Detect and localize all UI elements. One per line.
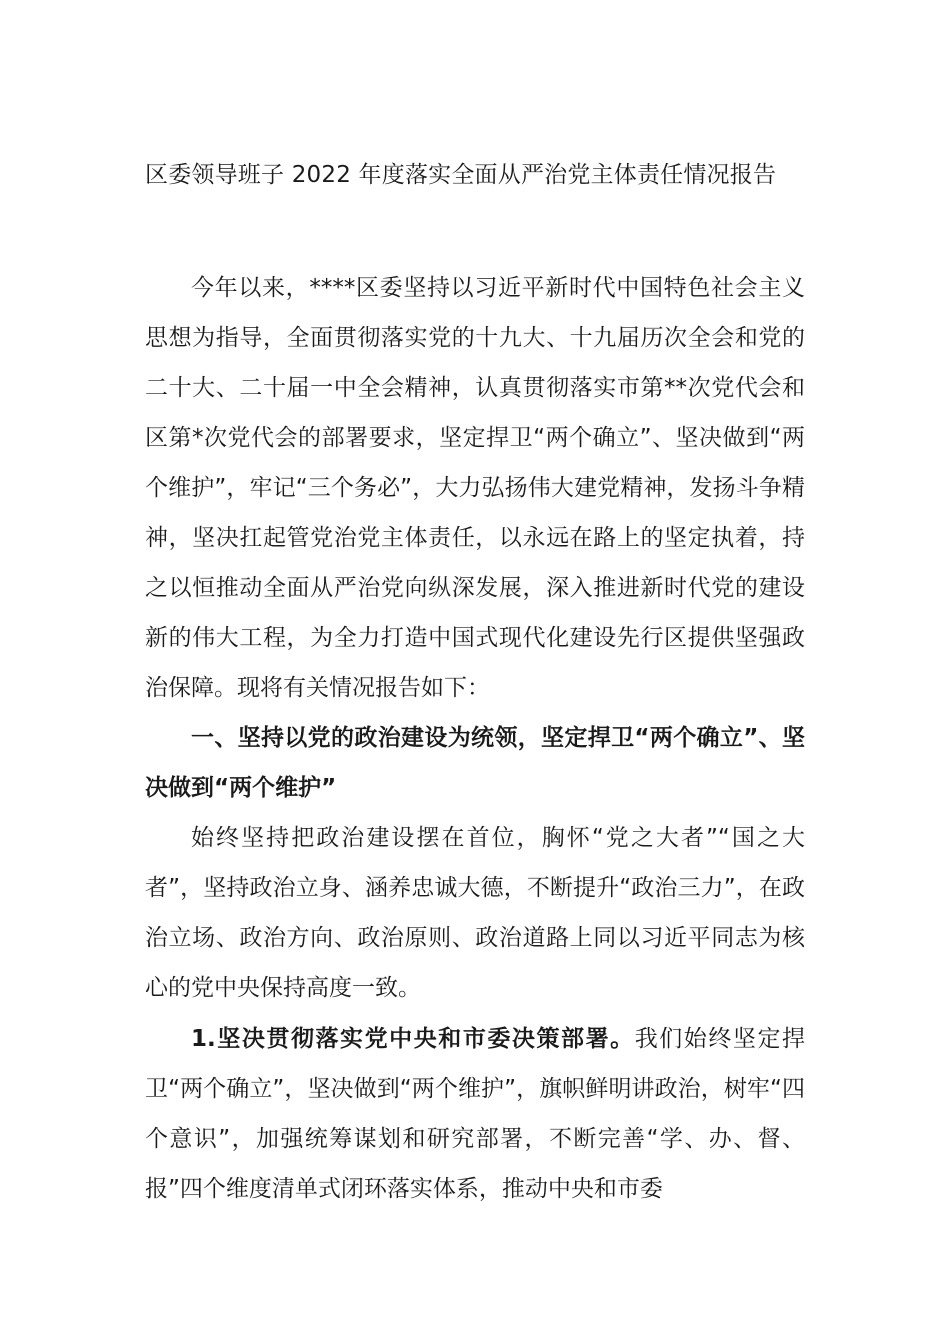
document-title: 区委领导班子 2022 年度落实全面从严治党主体责任情况报告 bbox=[145, 162, 777, 188]
intro-paragraph: 今年以来，****区委坚持以习近平新时代中国特色社会主义思想为指导，全面贯彻落实党的十九大、十九届历次全会和党的二十大、二十届一中全会精神，认真贯彻落实市第**次党代会和区第*次党代会的部署要求，坚定捍卫“两个确立”、坚决做到“两个维护”，牢记“三个务必”，大力弘扬伟大建党精神，发扬斗争精神，坚决扛起管党治党主体责任，以永远在路上的坚定执着，持之以恒推动全面从严治党向纵深发展，深入推进新时代党的建设新的伟大工程，为全力打造中国式现代化建设先行区提供坚强政治保障。现将有关情况报告如下： bbox=[145, 275, 805, 701]
item-1-lead: 1.坚决贯彻落实党中央和市委决策部署。 bbox=[191, 1026, 635, 1052]
item-1-text: 我们始终坚定捍卫“两个确立”，坚决做到“两个维护”，旗帜鲜明讲政治，树牢“四个意识”，加强统筹谋划和研究部署，不断完善“学、办、督、报”四个维度清单式闭环落实体系，推动中央和市委 bbox=[145, 1026, 806, 1202]
section-1-paragraph: 始终坚持把政治建设摆在首位，胸怀“党之大者”“国之大者”，坚持政治立身、涵养忠诚大德，不断提升“政治三力”，在政治立场、政治方向、政治原则、政治道路上同以习近平同志为核心的党中央保持高度一致。 bbox=[145, 825, 805, 1001]
section-heading-1: 一、坚持以党的政治建设为统领，坚定捍卫“两个确立”、坚决做到“两个维护” bbox=[145, 725, 805, 801]
item-1-paragraph bbox=[145, 1014, 805, 1214]
